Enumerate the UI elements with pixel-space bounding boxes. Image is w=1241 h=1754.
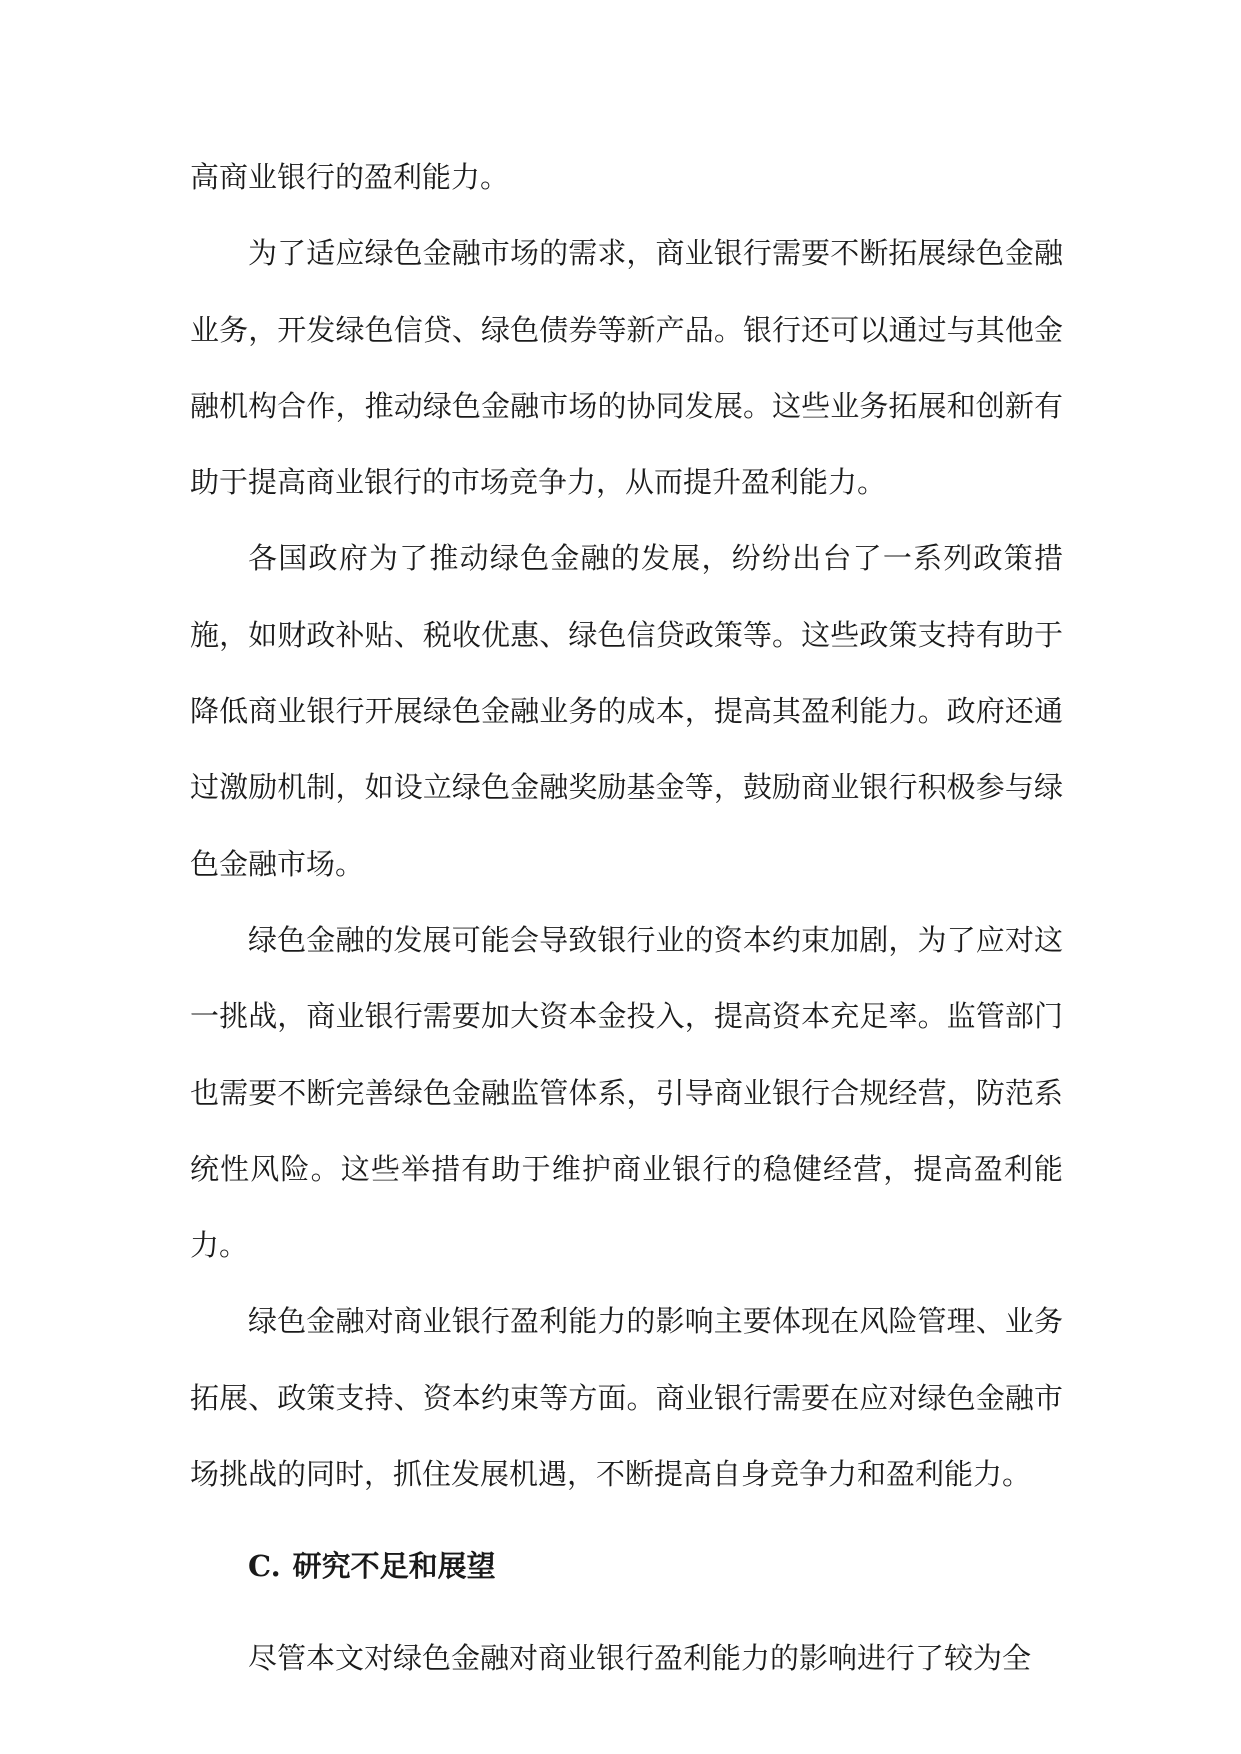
paragraph-summary: 绿色金融对商业银行盈利能力的影响主要体现在风险管理、业务拓展、政策支持、资本约束等方面。商业银行需要在应对绿色金融市场挑战的同时，抓住发展机遇，不断提高自身竞争力和盈利能力。 <box>190 1304 1063 1492</box>
paragraph-policy-support: 各国政府为了推动绿色金融的发展，纷纷出台了一系列政策措施，如财政补贴、税收优惠、绿色信贷政策等。这些政策支持有助于降低商业银行开展绿色金融业务的成本，提高其盈利能力。政府还通过激励机制，如设立绿色金融奖励基金等，鼓励商业银行积极参与绿色金融市场。 <box>190 541 1063 881</box>
body-text <box>190 139 1063 1697</box>
paragraph-capital-constraint: 绿色金融的发展可能会导致银行业的资本约束加剧，为了应对这一挑战，商业银行需要加大资本金投入，提高资本充足率。监管部门也需要不断完善绿色金融监管体系，引导商业银行合规经营，防范系统性风险。这些举措有助于维护商业银行的稳健经营，提高盈利能力。 <box>190 922 1063 1263</box>
section-heading-marker: C. <box>248 1549 281 1584</box>
paragraph-limitations: 尽管本文对绿色金融对商业银行盈利能力的影响进行了较为全 <box>248 1641 1032 1676</box>
paragraph-business-expansion: 为了适应绿色金融市场的需求，商业银行需要不断拓展绿色金融业务，开发绿色信贷、绿色债券等新产品。银行还可以通过与其他金融机构合作，推动绿色金融市场的协同发展。这些业务拓展和创新有助于提高商业银行的市场竞争力，从而提升盈利能力。 <box>190 236 1063 500</box>
section-heading-title: 研究不足和展望 <box>292 1549 496 1584</box>
paragraph-continuation: 高商业银行的盈利能力。 <box>190 160 510 194</box>
section-heading <box>190 1512 1063 1620</box>
